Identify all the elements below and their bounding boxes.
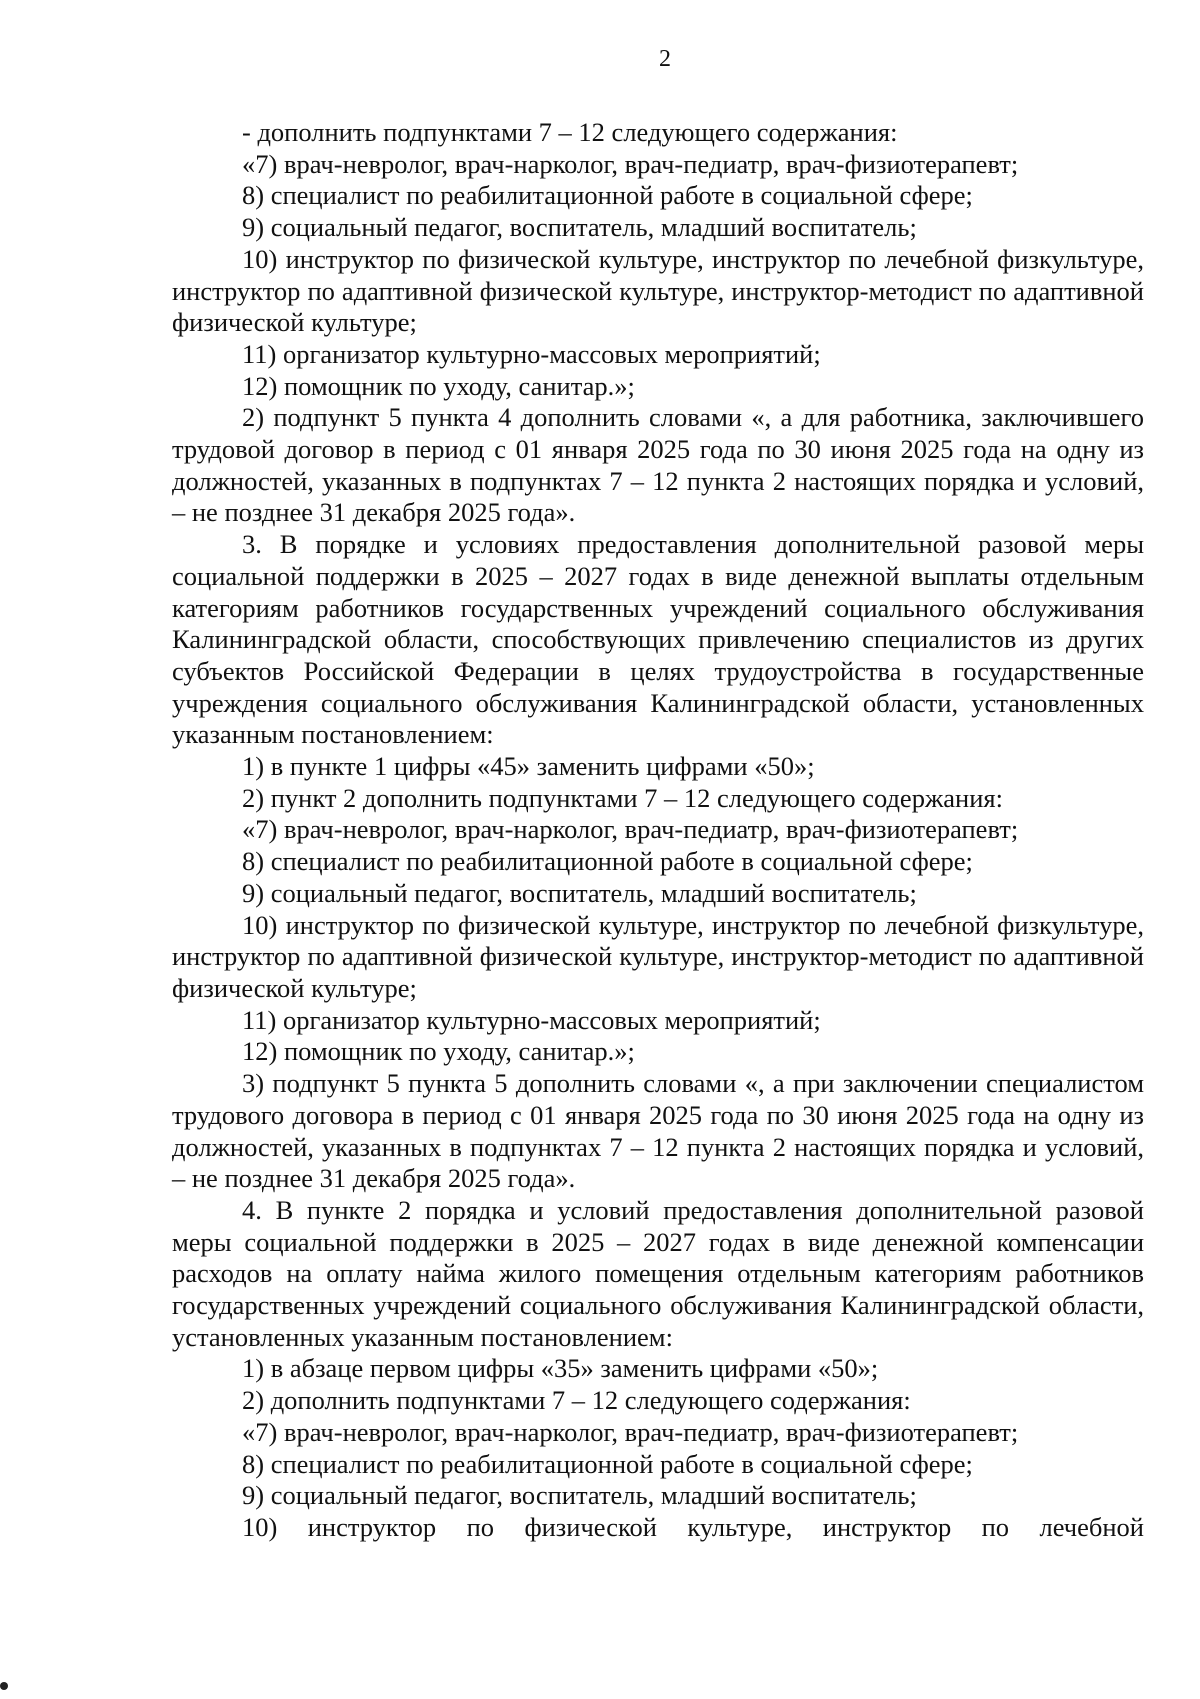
paragraph: - дополнить подпунктами 7 – 12 следующего содержания: bbox=[242, 117, 898, 147]
paragraph: 4. В пункте 2 порядка и условий предоставления дополнительной разовой меры социальной поддержки в 2025 – 2027 годах в виде денежной компенсации расходов на оплату найма жилого помещения отдельным категориям работников государственных учреждений социального обслуживания Калининградской области, установленных указанным постановлением: bbox=[172, 1194, 1144, 1352]
paragraph: 10) инструктор по физической культуре, инструктор по лечебной физкультуре, инструктор по адаптивной физической культуре, инструктор-методист по адаптивной физической культуре; bbox=[172, 243, 1144, 338]
page-number: 2 bbox=[659, 46, 671, 72]
paragraph: 8) специалист по реабилитационной работе в социальной сфере; bbox=[242, 180, 973, 211]
paragraph: 11) организатор культурно-массовых мероприятий; bbox=[242, 338, 821, 369]
paragraph: 10) инструктор по физической культуре, инструктор по лечебной bbox=[242, 1511, 1144, 1542]
paragraph: 2) дополнить подпунктами 7 – 12 следующего содержания: bbox=[242, 1385, 911, 1416]
paragraph: 9) социальный педагог, воспитатель, младший воспитатель; bbox=[242, 1480, 917, 1511]
paragraph: 9) социальный педагог, воспитатель, младший воспитатель; bbox=[242, 877, 917, 908]
paragraph: 8) специалист по реабилитационной работе в социальной сфере; bbox=[242, 1448, 973, 1479]
paragraph: 3. В порядке и условиях предоставления дополнительной разовой меры социальной поддержки в 2025 – 2027 годах в виде денежной выплаты отдельным категориям работников государственных учреждений социального обслуживания Калининградской области, способствующих привлечению специалистов из других субъектов Российской Федерации в целях трудоустройства в государственные учреждения социального обслуживания Калининградской области, установленных указанным постановлением: bbox=[172, 529, 1144, 750]
paragraph: 1) в пункте 1 цифры «45» заменить цифрами «50»; bbox=[242, 751, 815, 782]
paragraph: 2) пункт 2 дополнить подпунктами 7 – 12 следующего содержания: bbox=[242, 782, 1003, 813]
document-body bbox=[172, 117, 1144, 1544]
paragraph: 9) социальный педагог, воспитатель, младший воспитатель; bbox=[242, 212, 917, 243]
paragraph: 1) в абзаце первом цифры «35» заменить цифрами «50»; bbox=[242, 1353, 879, 1384]
paragraph: 8) специалист по реабилитационной работе в социальной сфере; bbox=[242, 846, 973, 877]
paragraph: 12) помощник по уходу, санитар.»; bbox=[242, 370, 635, 401]
paragraph: «7) врач-невролог, врач-нарколог, врач-педиатр, врач-физиотерапевт; bbox=[242, 148, 1019, 179]
paragraph: 11) организатор культурно-массовых мероприятий; bbox=[242, 1004, 821, 1035]
paragraph: «7) врач-невролог, врач-нарколог, врач-педиатр, врач-физиотерапевт; bbox=[242, 1416, 1019, 1447]
paragraph: 2) подпункт 5 пункта 4 дополнить словами «, а для работника, заключившего трудовой договор в период с 01 января 2025 года по 30 июня 2025 года на одну из должностей, указанных в подпунктах 7 – 12 пункта 2 настоящих порядка и условий, – не позднее 31 декабря 2025 года». bbox=[172, 402, 1144, 528]
paragraph: 3) подпункт 5 пункта 5 дополнить словами «, а при заключении специалистом трудового договора в период с 01 января 2025 года по 30 июня 2025 года на одну из должностей, указанных в подпунктах 7 – 12 пункта 2 настоящих порядка и условий, – не позднее 31 декабря 2025 года». bbox=[172, 1068, 1144, 1194]
paragraph: «7) врач-невролог, врач-нарколог, врач-педиатр, врач-физиотерапевт; bbox=[242, 814, 1019, 845]
paragraph: 10) инструктор по физической культуре, инструктор по лечебной физкультуре, инструктор по адаптивной физической культуре, инструктор-методист по адаптивной физической культуре; bbox=[172, 909, 1144, 1003]
paragraph: 12) помощник по уходу, санитар.»; bbox=[242, 1036, 635, 1067]
scan-mark bbox=[0, 1682, 8, 1690]
